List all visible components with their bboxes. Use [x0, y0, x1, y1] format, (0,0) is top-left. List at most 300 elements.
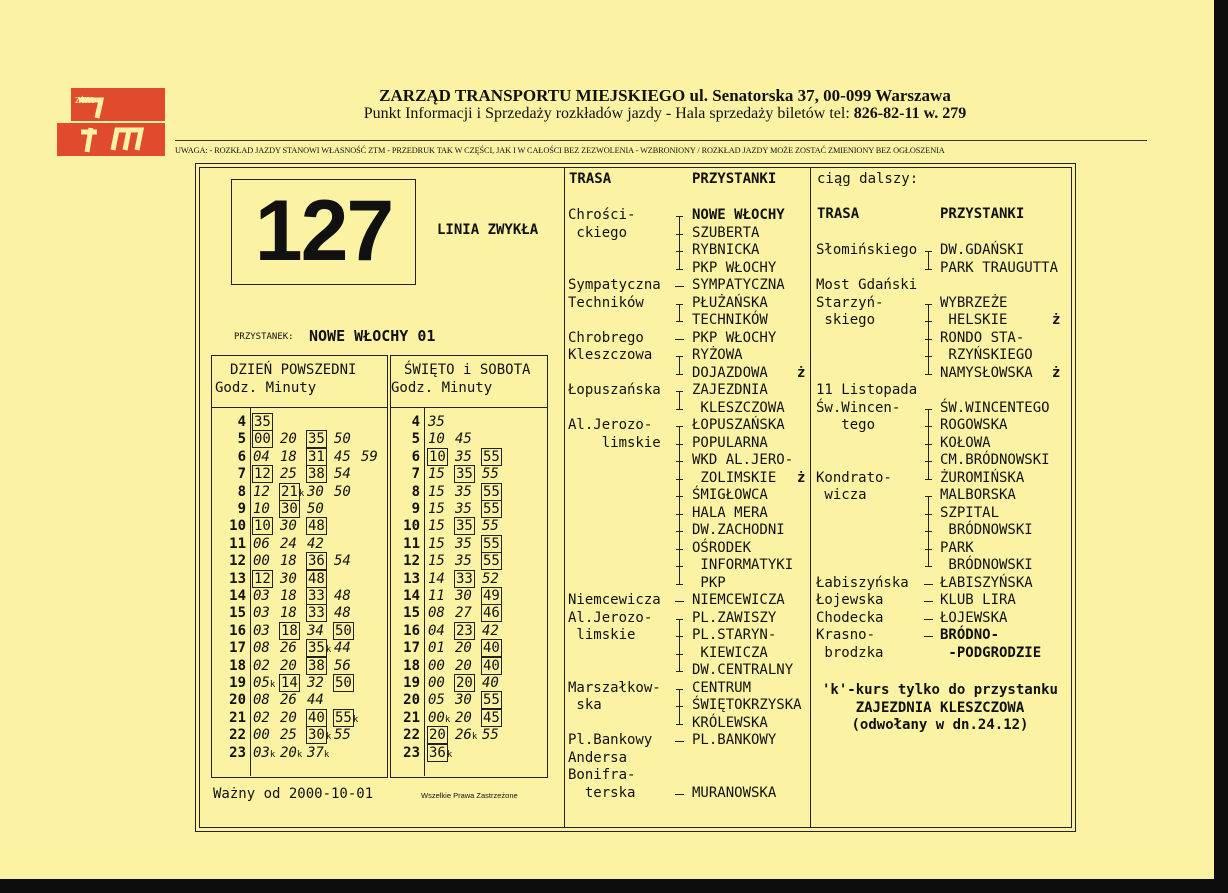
departure-minute — [455, 449, 482, 466]
minute-value: 30 — [308, 727, 325, 744]
departure-minute — [428, 745, 455, 764]
route-entry — [692, 732, 776, 750]
route-entry-text: Starzyń- — [816, 294, 884, 311]
minute-value: 55 — [335, 709, 352, 726]
departure-minute — [253, 518, 280, 535]
minute-value: 20 — [429, 727, 446, 744]
minute-value: 55 — [334, 727, 351, 744]
minutes-cell — [428, 501, 509, 518]
departure-minute — [253, 727, 280, 744]
route-bracket-tick — [676, 654, 683, 655]
valid-from: Ważny od 2000-10-01 — [213, 786, 374, 802]
departure-minute — [334, 605, 361, 622]
hour-cell: 16 — [403, 622, 420, 639]
departure-minute — [307, 675, 334, 692]
weekday-header-rule — [211, 407, 387, 408]
departure-minute — [482, 501, 509, 518]
route-entry — [692, 382, 768, 400]
route-entry — [692, 487, 768, 505]
departure-minute — [253, 484, 280, 501]
minute-value: 30 — [455, 588, 472, 604]
minute-value: 15 — [428, 501, 445, 517]
route-continued: ciąg dalszy: — [817, 171, 919, 187]
minute-value: 08 — [428, 605, 445, 622]
route-entry — [692, 697, 802, 715]
departure-minute — [482, 553, 509, 570]
departure-minute — [280, 484, 307, 503]
route-entry-text: BRÓDNOWSKI — [940, 522, 1033, 538]
route-entry-text: limskie — [568, 627, 636, 643]
minute-value: 12 — [254, 570, 271, 587]
route-entry — [940, 470, 1024, 488]
departure-minute — [253, 536, 280, 553]
minute-value: 44 — [307, 692, 324, 709]
minute-value: 18 — [281, 622, 298, 639]
k-marker: k — [471, 732, 478, 743]
route-entry — [940, 330, 1024, 348]
route-bracket-tick — [925, 251, 932, 252]
logo-text: ztm — [75, 91, 95, 106]
route-bracket-tick — [676, 619, 683, 620]
departure-minute — [280, 466, 307, 483]
departure-minute — [428, 710, 455, 729]
route-dash — [675, 794, 684, 795]
route-entry-text: Al.Jerozo- — [568, 417, 653, 433]
minute-value: 50 — [334, 431, 351, 448]
departure-minute — [361, 449, 388, 466]
route-bracket — [679, 426, 680, 584]
hour-cell: 8 — [411, 483, 420, 500]
stop-label: PRZYSTANEK: — [234, 332, 294, 342]
departure-minute — [334, 658, 361, 675]
departure-minute — [455, 605, 482, 622]
minute-value: 00 — [254, 431, 271, 448]
minute-value: 10 — [428, 431, 445, 448]
minute-value: 56 — [334, 657, 351, 674]
minute-value: 55 — [483, 553, 500, 570]
route-entry — [940, 312, 1007, 330]
minute-value: 35 — [254, 414, 271, 430]
departure-minute — [253, 466, 280, 483]
departure-minute — [280, 605, 307, 622]
minute-value: 48 — [308, 518, 325, 535]
minutes-cell — [253, 692, 334, 709]
minutes-cell — [428, 484, 509, 501]
route-entry-text: Krasno- — [816, 627, 876, 643]
departure-minute — [253, 588, 280, 605]
route-entry-text: POPULARNA — [692, 434, 768, 451]
minute-value: 18 — [280, 448, 297, 465]
departure-minute — [307, 571, 334, 588]
hour-cell: 13 — [403, 570, 420, 587]
minute-value: 20 — [456, 675, 473, 691]
route-entry-text: PARK TRAUGUTTA — [940, 259, 1059, 276]
route-entry-text: RONDO STA- — [940, 329, 1025, 346]
route-dash — [675, 286, 684, 287]
minute-value: 55 — [482, 518, 499, 535]
minute-value: 00 — [253, 727, 270, 744]
route-bracket-tick — [676, 706, 683, 707]
route-entry — [816, 487, 867, 505]
route-entry-text: ŚWIĘTOKRZYSKA — [692, 697, 802, 713]
route-entry — [940, 295, 1007, 313]
departure-minute — [307, 605, 334, 622]
departure-minute — [428, 640, 455, 657]
route-bracket-tick — [925, 514, 932, 515]
minutes-cell — [253, 536, 334, 553]
minute-value: 54 — [334, 553, 351, 570]
route-entry — [940, 435, 991, 453]
minute-value: 00 — [428, 709, 445, 726]
route-entry — [692, 417, 785, 435]
route-bracket-tick — [925, 304, 932, 305]
route-entry — [816, 277, 917, 295]
departure-minute — [307, 449, 334, 466]
route-entry-text: KIEWICZA — [692, 644, 768, 661]
route-bracket-tick — [925, 479, 932, 480]
route-entry — [940, 417, 1007, 435]
minute-value: 02 — [253, 709, 270, 726]
route-bracket — [928, 251, 929, 269]
minute-value: 26 — [455, 727, 472, 744]
departure-minute — [253, 640, 280, 657]
route-entry-text: Bonifra- — [568, 767, 636, 783]
minutes-cell — [428, 553, 509, 570]
departure-minute — [482, 623, 509, 640]
route-bracket — [679, 391, 680, 409]
route-entry — [940, 610, 1007, 628]
route-entry-text: MALBORSKA — [940, 487, 1016, 503]
departure-minute — [428, 518, 455, 535]
route-entry — [692, 505, 768, 523]
departure-minute — [253, 501, 280, 518]
route-entry — [568, 750, 627, 768]
departure-minute — [334, 553, 361, 570]
route-bracket-tick — [676, 724, 683, 725]
departure-minute — [280, 640, 307, 657]
departure-minute — [428, 449, 455, 466]
hour-cell: 15 — [229, 605, 246, 622]
route-entry — [692, 592, 785, 610]
minutes-cell — [253, 501, 334, 518]
route-bracket-tick — [676, 409, 683, 410]
minutes-cell — [428, 675, 509, 692]
departure-minute — [428, 553, 455, 570]
departure-minute — [455, 518, 482, 535]
minutes-cell — [428, 536, 509, 553]
route-stops-header: PRZYSTANKI — [692, 171, 777, 187]
departure-minute — [280, 518, 307, 535]
route-entry-text: SYMPATYCZNA — [692, 277, 785, 293]
minute-value: 38 — [308, 657, 325, 674]
route-bracket-tick — [676, 304, 683, 305]
route-entry-text: PL.ZAWISZY — [692, 609, 777, 626]
hour-cell: 8 — [237, 483, 246, 500]
route-entry-text: PL.BANKOWY — [692, 732, 777, 748]
info-line: Punkt Informacji i Sprzedaży rozkładów jazdy - Hala sprzedaży biletów tel: — [363, 105, 850, 122]
minute-value: 06 — [253, 535, 270, 552]
minute-value: 35 — [455, 535, 472, 552]
route-bracket-tick — [925, 409, 932, 410]
route-entry — [940, 260, 1058, 278]
departure-minute — [280, 536, 307, 553]
minutes-cell — [253, 466, 361, 483]
minute-value: 03 — [253, 605, 270, 622]
route-entry — [692, 400, 785, 418]
minute-value: 55 — [482, 727, 499, 744]
minute-value: 15 — [428, 518, 445, 535]
route-entry — [692, 627, 776, 645]
route-entry-text: ska — [568, 697, 602, 713]
hour-cell: 21 — [229, 709, 246, 726]
route-entry-text: BRÓDNOWSKI — [940, 557, 1033, 573]
departure-minute — [253, 745, 280, 764]
route-entry-text: ŚW.WINCENTEGO — [940, 399, 1050, 416]
route-entry — [816, 627, 875, 645]
minute-value: 03 — [253, 744, 270, 761]
route-entry — [568, 610, 652, 628]
route-entry-text: SZUBERTA — [692, 224, 760, 241]
route-bracket-tick — [676, 216, 683, 217]
route-entry — [568, 680, 661, 698]
stop-name: NOWE WŁOCHY 01 — [309, 327, 436, 345]
minute-value: 10 — [253, 501, 270, 517]
route-entry-text: KRÓLEWSKA — [692, 714, 768, 731]
minute-value: 54 — [334, 466, 351, 483]
departure-minute — [334, 710, 361, 729]
hour-cell: 20 — [229, 692, 246, 709]
departure-minute — [482, 658, 509, 675]
minute-value: 30 — [280, 570, 297, 587]
departure-minute — [334, 640, 361, 657]
route-entry-text: Łopuszańska — [568, 382, 661, 398]
holiday-subtitle: Godz. Minuty — [391, 380, 493, 396]
minute-value: 02 — [253, 657, 270, 674]
minute-value: 03 — [253, 622, 270, 639]
route-entry-text: Andersa — [568, 749, 628, 766]
minutes-cell — [428, 466, 509, 483]
minutes-cell — [253, 449, 388, 466]
route-bracket-tick — [925, 339, 932, 340]
route-entry-text: ŁOPUSZAŃSKA — [692, 417, 785, 433]
route-entry-text: ŚMIGŁOWCA — [692, 487, 768, 503]
route-bracket-tick — [925, 426, 932, 427]
departure-minute — [455, 588, 482, 605]
route-entry-text: Pl.Bankowy — [568, 732, 653, 748]
hour-cell: 12 — [403, 553, 420, 570]
route-entry-text: CM.BRÓDNOWSKI — [940, 452, 1050, 468]
route-entry — [692, 225, 759, 243]
hour-cell: 15 — [403, 605, 420, 622]
departure-minute — [455, 484, 482, 501]
header-rule — [175, 140, 1147, 141]
route-entry — [816, 312, 875, 330]
hour-cell: 19 — [403, 675, 420, 691]
route-entry — [940, 557, 1033, 575]
minutes-cell — [253, 675, 361, 694]
minute-value: 30 — [455, 692, 472, 709]
minute-value: 11 — [428, 588, 445, 604]
departure-minute — [280, 571, 307, 588]
departure-minute — [428, 605, 455, 622]
route-entry — [692, 242, 759, 260]
route-entry-text: CENTRUM — [692, 679, 752, 696]
route-entry-text: PKP — [692, 574, 726, 591]
minute-value: 50 — [334, 483, 351, 500]
hour-cell: 22 — [403, 727, 420, 744]
departure-minute — [334, 431, 361, 448]
route-bracket-tick — [925, 444, 932, 445]
minute-value: 00 — [428, 675, 445, 691]
route-entry — [816, 470, 892, 488]
minute-value: 25 — [280, 727, 297, 744]
minute-value: 00 — [253, 553, 270, 570]
departure-minute — [482, 449, 509, 466]
route-bracket-tick — [925, 374, 932, 375]
minutes-cell — [428, 745, 455, 764]
route-bracket-tick — [676, 671, 683, 672]
departure-minute — [334, 449, 361, 466]
minute-value: 26 — [280, 640, 297, 657]
departure-minute — [428, 501, 455, 518]
route-entry-text: DW.GDAŃSKI — [940, 242, 1025, 258]
route-entry — [692, 470, 776, 488]
departure-minute — [280, 710, 307, 727]
minute-value: 55 — [483, 448, 500, 465]
route-entry-text: RYBNICKA — [692, 242, 760, 258]
route-entry — [568, 347, 652, 365]
route-bracket-tick — [925, 269, 932, 270]
line-type: LINIA ZWYKŁA — [437, 222, 539, 238]
route-entry — [692, 715, 768, 733]
route-entry-text: KLESZCZOWA — [692, 399, 785, 416]
route-entry — [940, 540, 974, 558]
hour-cell: 10 — [403, 518, 420, 535]
route-bracket-tick — [676, 689, 683, 690]
route-entry-text: NIEMCEWICZA — [692, 592, 785, 608]
route-entry-text: KLUB LIRA — [940, 592, 1016, 608]
departure-minute — [307, 553, 334, 570]
minute-value: 10 — [254, 518, 271, 535]
route-entry — [816, 645, 883, 663]
route-entry-text: Kondrato- — [816, 469, 892, 486]
departure-minute — [280, 623, 307, 640]
departure-minute — [253, 692, 280, 709]
minutes-cell — [253, 484, 361, 503]
route-entry-text: PKP WŁOCHY — [692, 329, 777, 346]
route-bracket-tick — [676, 584, 683, 585]
minute-value: 35 — [456, 518, 473, 535]
departure-minute — [482, 710, 509, 727]
minutes-cell — [428, 605, 509, 622]
departure-minute — [307, 727, 334, 746]
route-entry — [940, 365, 1033, 383]
minutes-cell — [428, 640, 509, 657]
route-entry — [568, 330, 644, 348]
departure-minute — [307, 692, 334, 709]
hour-cell: 4 — [237, 414, 246, 430]
departure-minute — [428, 675, 455, 692]
minute-value: 20 — [280, 744, 297, 761]
scan-border-bottom — [0, 879, 1228, 893]
route-stops-header-2: PRZYSTANKI — [940, 206, 1025, 222]
minute-value: 01 — [428, 640, 445, 657]
org-name: ZARZĄD TRANSPORTU MIEJSKIEGO — [379, 86, 686, 105]
minute-value: 55 — [482, 466, 499, 483]
minute-value: 20 — [455, 657, 472, 674]
departure-minute — [280, 588, 307, 605]
route-entry — [568, 732, 652, 750]
route-bracket-tick — [676, 549, 683, 550]
departure-minute — [455, 536, 482, 553]
k-marker: k — [296, 749, 303, 760]
hour-cell: 14 — [403, 588, 420, 604]
departure-minute — [307, 501, 334, 518]
departure-minute — [428, 431, 455, 448]
route-entry-text: DOJAZDOWA — [692, 364, 768, 381]
hour-cell: 17 — [403, 640, 420, 657]
route-dash — [924, 619, 933, 620]
departure-minute — [307, 623, 334, 640]
route-entry — [940, 575, 1033, 593]
departure-minute — [455, 658, 482, 675]
route-entry-text: Kleszczowa — [568, 347, 653, 363]
minutes-cell — [428, 710, 509, 729]
minute-value: 24 — [280, 535, 297, 552]
route-entry-text: ŻUROMIŃSKA — [940, 469, 1025, 486]
departure-minute — [280, 501, 307, 518]
minute-value: 05 — [253, 675, 270, 691]
route-bracket-tick — [676, 426, 683, 427]
route-bracket-tick — [676, 514, 683, 515]
minute-value: 30 — [280, 518, 297, 535]
departure-minute — [253, 571, 280, 588]
minute-value: 48 — [334, 588, 351, 604]
request-stop-marker: ż — [1052, 364, 1061, 381]
scan-border-right — [1214, 0, 1228, 893]
route-bracket-tick — [925, 566, 932, 567]
route-entry-text: ckiego — [568, 224, 628, 241]
route-entry-text: BRÓDNO- — [940, 627, 1000, 643]
route-entry — [692, 260, 776, 278]
footnote — [815, 682, 1065, 735]
minute-value: 35 — [428, 414, 445, 430]
route-entry — [940, 242, 1024, 260]
minute-value: 31 — [308, 448, 325, 465]
minute-value: 45 — [455, 431, 472, 448]
route-bracket-tick — [925, 496, 932, 497]
route-entry — [816, 417, 875, 435]
minute-value: 18 — [280, 605, 297, 622]
route-entry — [692, 680, 751, 698]
k-marker: k — [298, 488, 305, 499]
minute-value: 20 — [280, 657, 297, 674]
departure-minute — [280, 449, 307, 466]
departure-minute — [428, 466, 455, 483]
route-entry — [940, 505, 999, 523]
minutes-cell — [253, 571, 334, 588]
departure-minute — [334, 588, 361, 605]
route-entry-text: MURANOWSKA — [692, 784, 777, 801]
route-entry-text: DW.ZACHODNI — [692, 522, 785, 538]
departure-minute — [307, 536, 334, 553]
route-entry — [568, 295, 644, 313]
route-bracket-tick — [925, 321, 932, 322]
minute-value: 44 — [334, 640, 351, 657]
departure-minute — [253, 414, 280, 431]
departure-minute — [428, 658, 455, 675]
minute-value: 42 — [482, 622, 499, 639]
